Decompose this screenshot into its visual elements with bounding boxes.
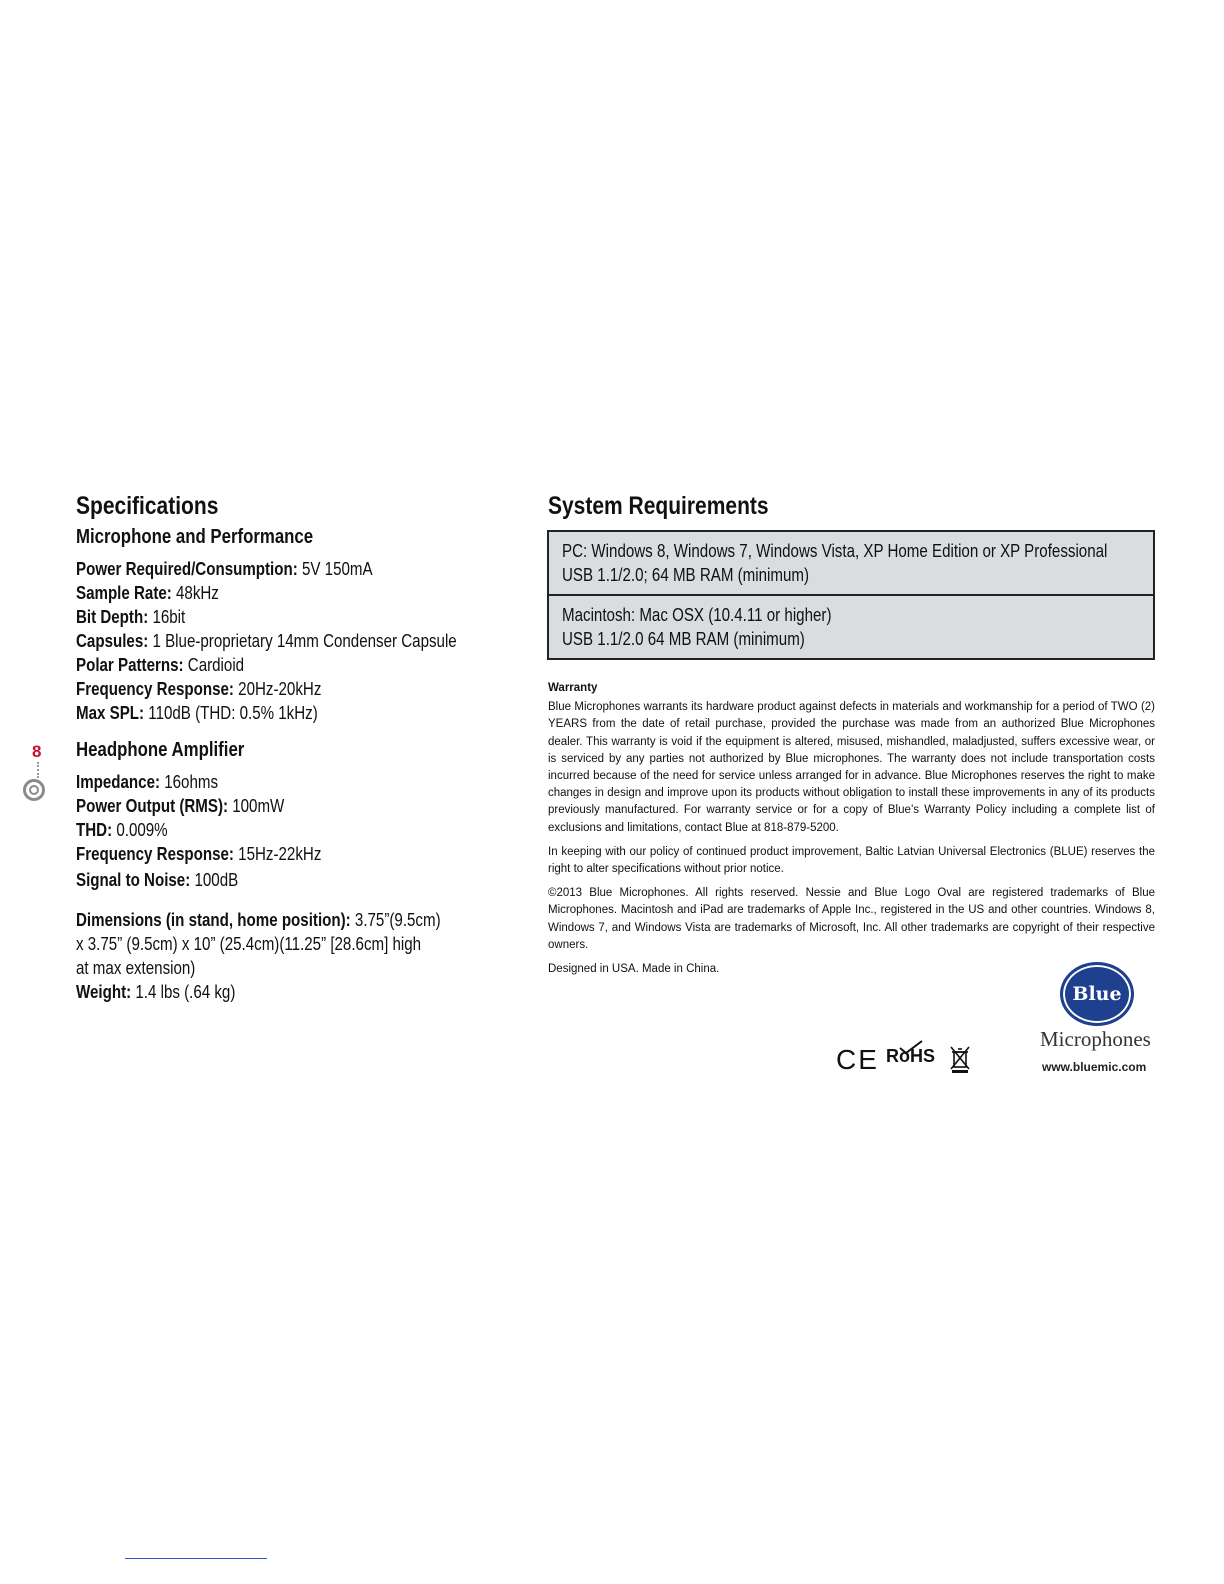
spec-label: Impedance:: [76, 772, 161, 792]
spec-value: 0.009%: [116, 820, 168, 840]
spec-item: [76, 770, 513, 794]
logo-text: Blue: [1072, 983, 1122, 1005]
blue-microphones-logo: [1040, 962, 1158, 1052]
spec-value: 20Hz-20kHz: [238, 679, 322, 699]
spec-value: 48kHz: [176, 583, 219, 603]
weight-label: Weight:: [76, 982, 132, 1002]
legal-text: [548, 680, 1155, 985]
dimensions-line: at max extension): [76, 958, 196, 978]
dimensions-block: [76, 908, 513, 1004]
rohs-mark: RoHS: [886, 1046, 935, 1066]
spec-item: [76, 794, 513, 818]
requirements-mac-line: Macintosh: Mac OSX (10.4.11 or higher): [562, 605, 832, 625]
requirements-box: [547, 530, 1155, 660]
spec-item: [76, 629, 513, 653]
spec-label: Frequency Response:: [76, 679, 234, 699]
spec-label: Max SPL:: [76, 703, 145, 723]
spec-label: Power Output (RMS):: [76, 796, 229, 816]
spec-value: 5V 150mA: [301, 559, 373, 579]
requirements-pc-line: USB 1.1/2.0; 64 MB RAM (minimum): [562, 565, 810, 585]
spec-value: 16bit: [152, 607, 186, 627]
headphone-amplifier-title: Headphone Amplifier: [76, 739, 245, 761]
requirements-pc-row: [549, 532, 1153, 594]
spec-label: Sample Rate:: [76, 583, 172, 603]
policy-paragraph: In keeping with our policy of continued product improvement, Baltic Latvian Universal Electronics (BLUE) reserves the right to alter specifications without prior notice.: [548, 845, 1155, 876]
spec-value: Cardioid: [187, 655, 245, 675]
weight-value: 1.4 lbs (.64 kg): [135, 982, 236, 1002]
spec-label: Signal to Noise:: [76, 870, 191, 890]
amplifier-spec-list: [76, 770, 513, 892]
system-requirements-title-wrap: [548, 492, 769, 521]
spec-label: Frequency Response:: [76, 844, 234, 864]
spec-value: 110dB (THD: 0.5% 1kHz): [148, 703, 318, 723]
dimensions-line: [76, 908, 513, 932]
spec-item: [76, 818, 513, 842]
requirements-pc-line: PC: Windows 8, Windows 7, Windows Vista, XP Home Edition or XP Professional: [562, 541, 1108, 561]
microphone-spec-list: [76, 557, 513, 725]
trademark-paragraph: ©2013 Blue Microphones. All rights reserved. Nessie and Blue Logo Oval are registered trademarks of Blue Microphones. Macintosh and iPad are trademarks of Apple Inc., registered in the US and other countries. Windows 8, Windows 7, and Windows Vista are trademarks of Microsoft, Inc. All other trademarks are copyright of their respective owners.: [548, 887, 1155, 951]
weight-line: [76, 980, 513, 1004]
page-marker-dots: [37, 762, 39, 778]
spec-label: Polar Patterns:: [76, 655, 184, 675]
logo-oval: [1060, 962, 1134, 1026]
dimensions-label: Dimensions (in stand, home position):: [76, 910, 351, 930]
spec-item: [76, 842, 513, 866]
spec-label: Capsules:: [76, 631, 149, 651]
spec-item: [76, 605, 513, 629]
dimensions-value: 3.75”(9.5cm): [354, 910, 441, 930]
spec-item: [76, 581, 513, 605]
dimensions-line: x 3.75” (9.5cm) x 10” (25.4cm)(11.25” [28.6cm] high: [76, 934, 422, 954]
page-number: 8: [32, 742, 42, 761]
requirements-mac-line: USB 1.1/2.0 64 MB RAM (minimum): [562, 629, 805, 649]
spec-item: [76, 701, 513, 725]
website-link[interactable]: www.bluemic.com: [1042, 1060, 1147, 1074]
page-marker-circle-icon: [23, 779, 45, 801]
requirements-mac-row: [549, 594, 1153, 658]
spec-value: 16ohms: [164, 772, 219, 792]
microphone-performance-title: Microphone and Performance: [76, 526, 314, 548]
spec-value: 100mW: [232, 796, 285, 816]
specifications-title: Specifications: [76, 492, 219, 520]
specifications-block: [76, 492, 513, 1004]
logo-brand-name: Microphones: [1040, 1027, 1151, 1051]
spec-item: [76, 677, 513, 701]
system-requirements-title: System Requirements: [548, 492, 769, 520]
spec-label: THD:: [76, 820, 113, 840]
warranty-paragraph: Blue Microphones warrants its hardware product against defects in materials and workmanship for a period of TWO (2) YEARS from the date of retail purchase, provided the purchase was made from an authorized Blue Microphones dealer. This warranty is void if the equipment is altered, misused, mishandled, maladjusted, suffers excessive wear, or is serviced by any parties not authorized by Blue microphones. The warranty does not include transportation costs incurred because of the need for service unless arranged for in advance. Blue Microphones reserves the right to make changes in design and improve upon its products without obligation to install these improvements in any of its products previously manufactured. For warranty service or for a copy of Blue’s Warranty Policy including a complete list of exclusions and limitations, contact Blue at 818-879-5200.: [548, 701, 1155, 834]
spec-label: Power Required/Consumption:: [76, 559, 298, 579]
bottom-divider: [125, 1558, 267, 1559]
ce-mark-icon: CE: [836, 1044, 879, 1075]
spec-item: [76, 653, 513, 677]
warranty-title: Warranty: [548, 682, 598, 694]
weee-bin-icon: [948, 1044, 972, 1074]
spec-item: [76, 868, 513, 892]
spec-value: 1 Blue-proprietary 14mm Condenser Capsule: [152, 631, 457, 651]
origin-paragraph: Designed in USA. Made in China.: [548, 963, 720, 976]
spec-item: [76, 557, 513, 581]
spec-label: Bit Depth:: [76, 607, 149, 627]
spec-value: 100dB: [194, 870, 239, 890]
spec-value: 15Hz-22kHz: [238, 844, 322, 864]
